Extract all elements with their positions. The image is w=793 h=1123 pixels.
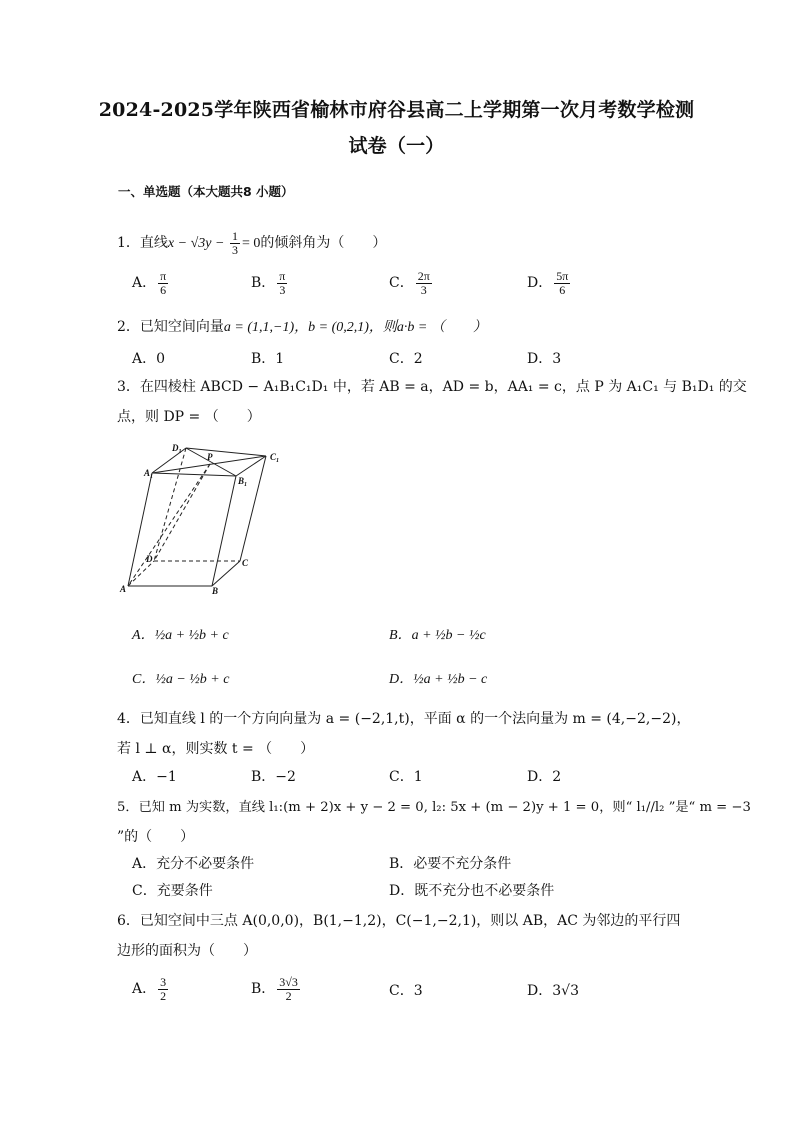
question-number: 4． — [117, 711, 140, 727]
option-a: A． $\frac{\pi}{6}$ — [132, 269, 167, 297]
question-text: 已知空间中三点 A(0,0,0)，B(1,−1,2)，C(−1,−2,1)，则以 AB，AC 为邻边的平行四 — [139, 913, 681, 929]
label-a: A — [120, 584, 127, 594]
option-a: A．0 — [132, 351, 166, 367]
label-b1: $B_1$ — [238, 476, 248, 488]
question-4-line2: 若 l ⊥ α，则实数 t = （ ） — [117, 741, 315, 757]
question-number: 6． — [117, 913, 140, 929]
question-3-line2: 点，则 DP = （ ） — [117, 409, 261, 425]
option-b: B． $\frac{\pi}{3}$ — [251, 269, 286, 297]
prism-figure — [118, 440, 288, 604]
option-b: B．−2 — [251, 769, 296, 785]
option-d: D． $\frac{5\pi}{6}$ — [527, 269, 569, 297]
question-5-line1 — [117, 796, 751, 815]
option-c: C．2 — [389, 351, 423, 367]
option-b: B．1 — [251, 351, 285, 367]
question-3-line1 — [117, 376, 747, 396]
option-d: D．3√3 — [527, 983, 579, 999]
label-c: C — [242, 558, 249, 568]
question-2 — [117, 316, 487, 336]
math-expression: b = (0,2,1)，则 — [308, 320, 397, 335]
option-c: C． $\frac{2\pi}{3}$ — [389, 269, 430, 297]
math-expression: a = (1,1,−1)， — [223, 320, 309, 335]
question-1 — [117, 230, 386, 256]
question-5-line2: ”的（ ） — [117, 829, 195, 845]
option-a: A．充分不必要条件 — [132, 856, 255, 872]
option-b: B．a + ½b − ½c — [389, 628, 486, 643]
exam-title-line1: 2024-2025学年陕西省榆林市府谷县高二上学期第一次月考数学检测 — [98, 99, 695, 121]
option-a: A．−1 — [132, 769, 177, 785]
math-expression: a·b = （ ） — [396, 320, 487, 335]
fraction: $\frac{1}{3}$ — [231, 229, 238, 257]
option-d: D．既不充分也不必要条件 — [389, 883, 555, 899]
question-text: 在四棱柱 ABCD − A₁B₁C₁D₁ 中，若 AB = a，AD = b，AA₁ = c，点 P 为 A₁C₁ 与 B₁D₁ 的交 — [139, 379, 747, 395]
question-4-line1 — [117, 708, 690, 728]
option-d: D．2 — [527, 769, 562, 785]
option-d: D．½a + ½b − c — [389, 672, 488, 687]
label-b: B — [212, 586, 219, 596]
label-c1: $C_1$ — [270, 452, 280, 464]
question-number: 5． — [117, 800, 139, 815]
option-b: B．必要不充分条件 — [389, 856, 512, 872]
option-c: C．1 — [389, 769, 423, 785]
label-d1: $D_1$ — [172, 443, 182, 455]
math-expression: x − √3y − — [167, 236, 228, 252]
section-heading: 一、单选题（本大题共8 小题） — [118, 184, 294, 199]
question-6-line1 — [117, 910, 680, 930]
math-expression: = 0 — [241, 236, 261, 252]
option-a: A．½a + ½b + c — [132, 628, 229, 643]
question-text: 已知空间向量 — [139, 319, 224, 335]
question-number: 3． — [117, 379, 140, 395]
question-text: 直线 — [139, 235, 168, 252]
exam-title-line2: 试卷（一） — [348, 135, 445, 157]
question-number: 2． — [117, 319, 140, 335]
label-d: D — [146, 554, 153, 564]
label-p: P — [207, 452, 213, 462]
option-c: C．3 — [389, 983, 423, 999]
option-c: C．½a − ½b + c — [132, 672, 230, 687]
label-a1: $A_1$ — [144, 468, 154, 480]
question-number: 1． — [117, 235, 140, 252]
question-6-line2: 边形的面积为（ ） — [117, 943, 257, 959]
question-text: 已知 m 为实数，直线 l₁:(m + 2)x + y − 2 = 0, l₂: 5x + (m − 2)y + 1 = 0，则“ l₁//l₂ ”是“ m = −3 — [138, 800, 751, 815]
question-text: 已知直线 l 的一个方向向量为 a = (−2,1,t)，平面 α 的一个法向量为 m = (4,−2,−2)， — [139, 711, 691, 727]
option-d: D．3 — [527, 351, 562, 367]
option-c: C．充要条件 — [132, 883, 213, 899]
question-text: 的倾斜角为（ ） — [260, 235, 387, 252]
option-b: B． $\frac{3√3}{2}$ — [251, 975, 298, 1003]
option-a: A． $\frac{3}{2}$ — [132, 975, 167, 1003]
